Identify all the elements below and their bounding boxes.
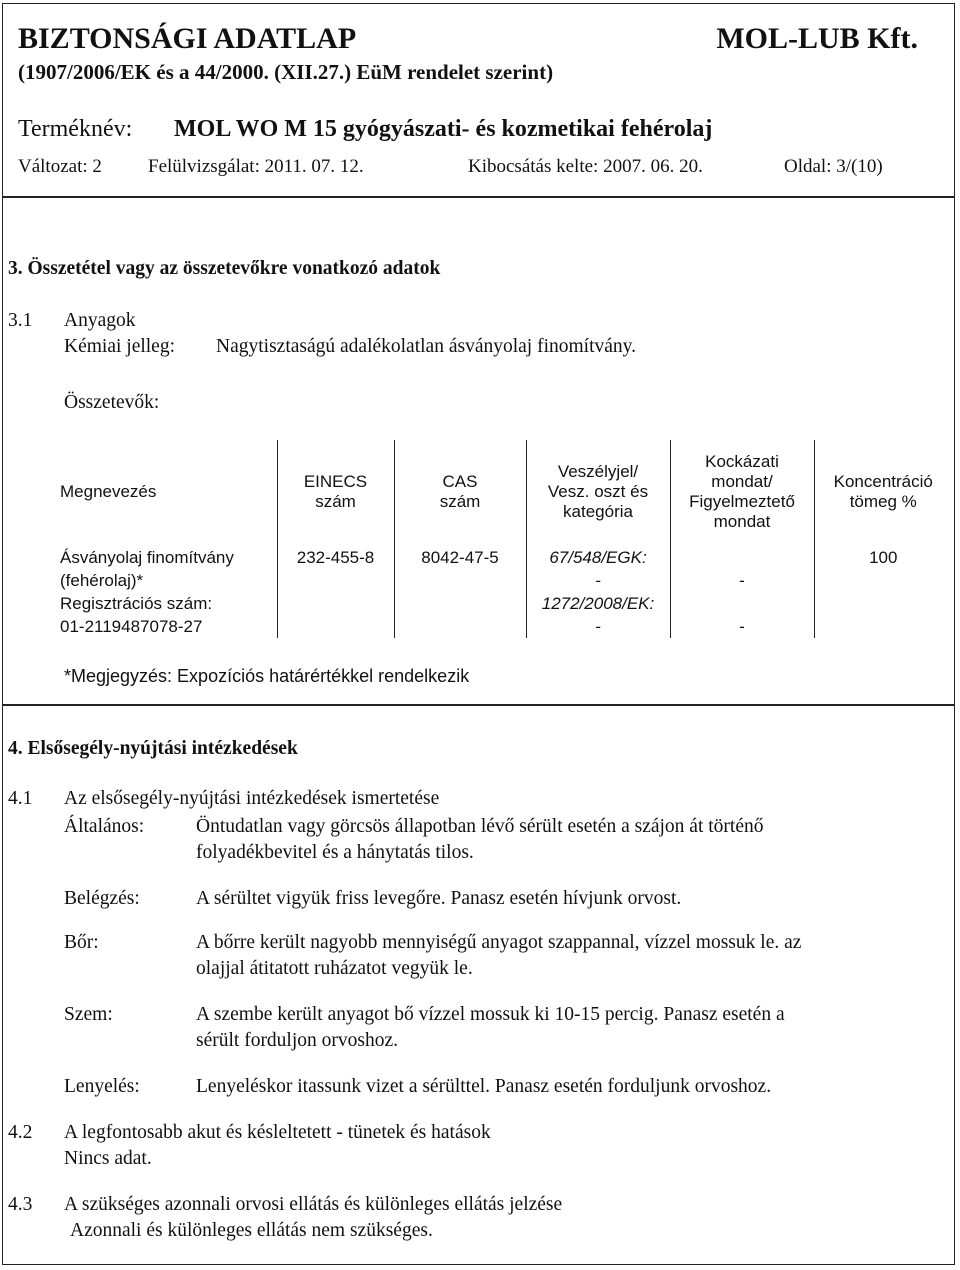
section-4-3-title: A szükséges azonnali orvosi ellátás és különleges ellátás jelzése [64, 1194, 563, 1215]
table-row [60, 544, 952, 638]
review-date: Felülvizsgálat: 2011. 07. 12. [148, 156, 364, 177]
skin-text-1: A bőrre került nagyobb mennyiségű anyagot szappannal, vízzel mossuk le. az [196, 932, 802, 953]
page-number: Oldal: 3/(10) [784, 156, 883, 177]
section-4-2-text: Nincs adat. [64, 1148, 152, 1169]
composition-table [60, 440, 952, 638]
section-4-heading: 4. Elsősegély-nyújtási intézkedések [8, 738, 298, 759]
col-header-concentration: Koncentráció tömeg % [814, 440, 952, 544]
col-header-cas: CAS szám [394, 440, 526, 544]
section-4-1-title: Az elsősegély-nyújtási intézkedések ismertetése [64, 788, 440, 809]
cell-concentration: 100 [814, 544, 952, 638]
eye-text-1: A szembe került anyagot bő vízzel mossuk ki 10-15 percig. Panasz esetén a [196, 1004, 785, 1025]
section-3-heading: 3. Összetétel vagy az összetevőkre vonatkozó adatok [8, 258, 441, 279]
chemical-nature-value: Nagytisztaságú adalékolatlan ásványolaj finomítvány. [216, 336, 637, 357]
col-header-hazard: Veszélyjel/ Vesz. oszt és kategória [526, 440, 670, 544]
section-3-1-number: 3.1 [8, 310, 33, 331]
col-header-einecs: EINECS szám [277, 440, 394, 544]
section-4-2-title: A legfontosabb akut és késleltetett - tünetek és hatások [64, 1122, 491, 1143]
table-header-row [60, 440, 952, 544]
product-name: MOL WO M 15 gyógyászati- és kozmetikai fehérolaj [174, 116, 713, 142]
product-label: Terméknév: [18, 116, 133, 142]
table-footnote: *Megjegyzés: Expozíciós határértékkel rendelkezik [64, 666, 470, 686]
eye-text-2: sérült forduljon orvoshoz. [196, 1030, 399, 1051]
section-3-1-title: Anyagok [64, 310, 136, 331]
chemical-nature-label: Kémiai jelleg: [64, 336, 176, 357]
issue-date: Kibocsátás kelte: 2007. 06. 20. [468, 156, 703, 177]
regulation-line: (1907/2006/EK és a 44/2000. (XII.27.) EüM rendelet szerint) [18, 60, 554, 84]
eye-label: Szem: [64, 1004, 113, 1025]
header-divider [2, 196, 955, 198]
col-header-risk: Kockázati mondat/ Figyelmeztető mondat [670, 440, 814, 544]
inhalation-label: Belégzés: [64, 888, 140, 909]
ingestion-label: Lenyelés: [64, 1076, 140, 1097]
cell-hazard: 67/548/EGK: - 1272/2008/EK: - [526, 544, 670, 638]
cell-cas: 8042-47-5 [394, 544, 526, 638]
cell-risk: - - [670, 544, 814, 638]
section-4-3-number: 4.3 [8, 1194, 33, 1215]
company-name: MOL-LUB Kft. [716, 22, 918, 55]
section-4-3-text: Azonnali és különleges ellátás nem szükséges. [70, 1220, 433, 1241]
cell-name: Ásványolaj finomítvány (fehérolaj)* Regisztrációs szám: 01-2119487078-27 [60, 548, 234, 636]
general-text-2: folyadékbevitel és a hánytatás tilos. [196, 842, 474, 863]
document-title: BIZTONSÁGI ADATLAP [18, 22, 357, 55]
version-info: Változat: 2 [18, 156, 102, 177]
ingestion-text: Lenyeléskor itassunk vizet a sérülttel. Panasz esetén forduljunk orvoshoz. [196, 1076, 772, 1097]
general-label: Általános: [64, 816, 145, 837]
section-4-2-number: 4.2 [8, 1122, 33, 1143]
inhalation-text: A sérültet vigyük friss levegőre. Panasz esetén hívjunk orvost. [196, 888, 682, 909]
col-header-name: Megnevezés [60, 482, 157, 501]
skin-label: Bőr: [64, 932, 99, 953]
components-label: Összetevők: [64, 392, 160, 413]
section-divider [2, 704, 955, 706]
section-4-1-number: 4.1 [8, 788, 33, 809]
skin-text-2: olajjal átitatott ruházatot vegyük le. [196, 958, 473, 979]
cell-einecs: 232-455-8 [277, 544, 394, 638]
general-text-1: Öntudatlan vagy görcsös állapotban lévő sérült esetén a szájon át történő [196, 816, 764, 837]
